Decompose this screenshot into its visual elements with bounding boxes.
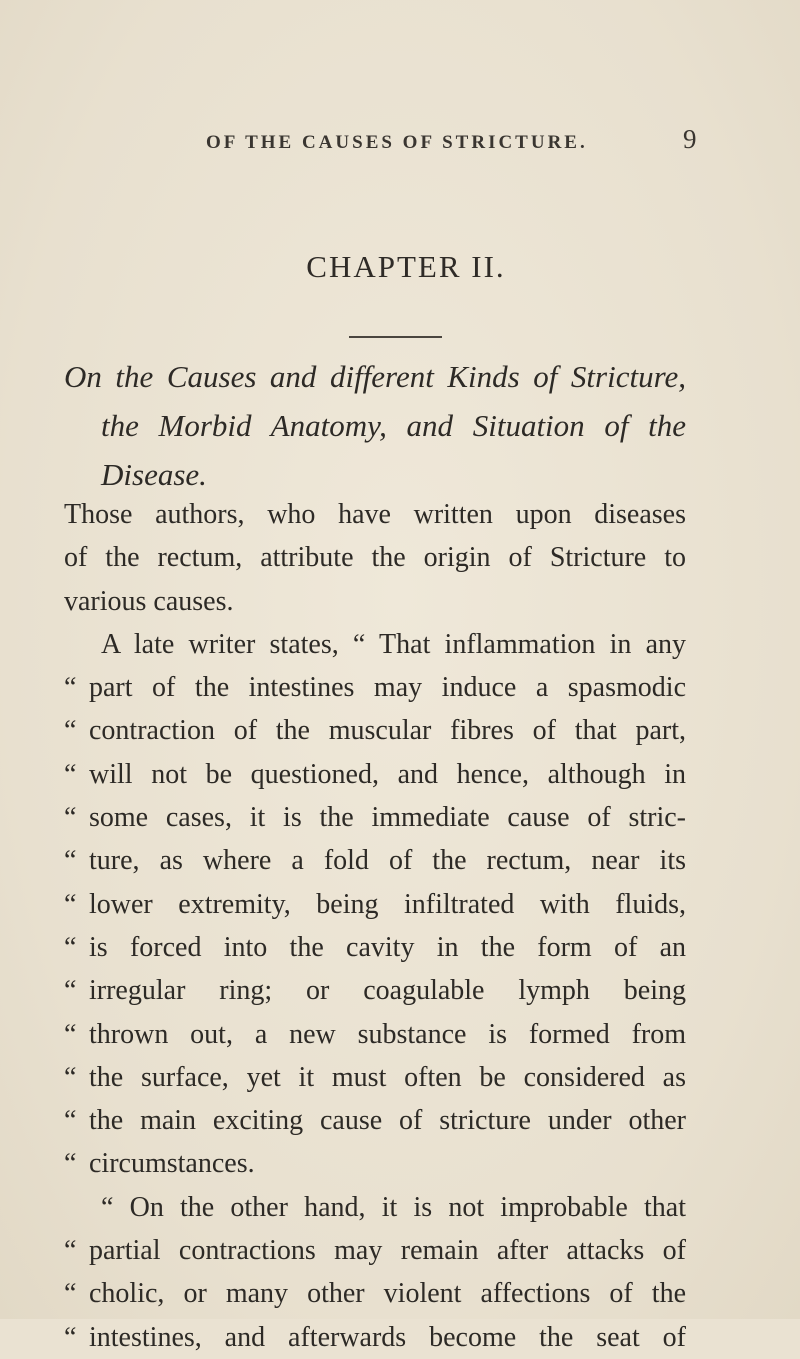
quote-mark: “ bbox=[64, 802, 77, 834]
quote-text: partial contractions may remain after attacks of bbox=[89, 1235, 686, 1267]
quote-mark: “ bbox=[64, 1018, 77, 1050]
quote-line bbox=[64, 1316, 686, 1359]
body-text bbox=[64, 493, 686, 1359]
quote-text: contraction of the muscular fibres of that part, bbox=[89, 715, 686, 747]
quote-line bbox=[64, 969, 686, 1012]
quote-mark: “ bbox=[64, 931, 77, 963]
quote-text: some cases, it is the immediate cause of stric- bbox=[89, 802, 686, 834]
text-line: Those authors, who have written upon diseases bbox=[64, 499, 686, 530]
quote-line bbox=[64, 926, 686, 969]
quote-text: will not be questioned, and hence, although in bbox=[89, 758, 686, 790]
quote-line bbox=[64, 1142, 686, 1185]
quote-line bbox=[64, 796, 686, 839]
text-line: various causes. bbox=[64, 585, 234, 617]
quote-mark: “ bbox=[64, 715, 77, 747]
quote-line bbox=[64, 883, 686, 926]
paragraph-first-line: A late writer states, “ That inflammation in any bbox=[101, 628, 686, 660]
running-head: OF THE CAUSES OF STRICTURE. bbox=[206, 132, 588, 153]
quote-mark: “ bbox=[64, 1278, 77, 1310]
quote-text: the main exciting cause of stricture under other bbox=[89, 1105, 686, 1137]
quote-mark: “ bbox=[64, 1321, 77, 1353]
title-divider bbox=[349, 336, 442, 338]
quote-mark: “ bbox=[64, 1105, 77, 1137]
quote-mark: “ bbox=[64, 975, 77, 1007]
quote-text: lower extremity, being infiltrated with fluids, bbox=[89, 888, 686, 920]
quote-mark: “ bbox=[64, 845, 77, 877]
quote-line bbox=[64, 753, 686, 796]
quote-text: intestines, and afterwards become the seat of bbox=[89, 1321, 686, 1353]
quote-text: part of the intestines may induce a spasmodic bbox=[89, 672, 686, 704]
quote-line bbox=[64, 1013, 686, 1056]
quote-text: cholic, or many other violent affections of the bbox=[89, 1278, 686, 1310]
quote-line bbox=[64, 1229, 686, 1272]
quote-text: ture, as where a fold of the rectum, near its bbox=[89, 845, 686, 877]
quote-mark: “ bbox=[64, 1061, 77, 1093]
quote-mark: “ bbox=[64, 1235, 77, 1267]
quote-line bbox=[64, 1056, 686, 1099]
subtitle-line: On the Causes and different Kinds of Stricture, bbox=[64, 359, 686, 394]
quote-text: thrown out, a new substance is formed from bbox=[89, 1018, 686, 1050]
text-line: of the rectum, attribute the origin of Stricture to bbox=[64, 542, 686, 574]
quote-line bbox=[64, 1272, 686, 1315]
quote-line bbox=[64, 1099, 686, 1142]
quote-mark: “ bbox=[64, 758, 77, 790]
chapter-title: CHAPTER II. bbox=[306, 249, 506, 284]
chapter-subtitle bbox=[64, 352, 686, 499]
quote-text: the surface, yet it must often be considered as bbox=[89, 1061, 686, 1093]
quote-text: circumstances. bbox=[89, 1148, 255, 1180]
quote-mark: “ bbox=[64, 888, 77, 920]
quote-mark: “ bbox=[64, 672, 77, 704]
subtitle-line: the Morbid Anatomy, and Situation of the bbox=[101, 408, 686, 443]
paragraph-first-line: “ On the other hand, it is not improbable that bbox=[101, 1191, 686, 1223]
quote-line bbox=[64, 709, 686, 752]
quote-mark: “ bbox=[64, 1148, 77, 1180]
quote-text: is forced into the cavity in the form of an bbox=[89, 931, 686, 963]
subtitle-line: Disease. bbox=[101, 457, 207, 492]
page-number: 9 bbox=[683, 124, 697, 154]
quote-line bbox=[64, 666, 686, 709]
quote-line bbox=[64, 839, 686, 882]
quote-text: irregular ring; or coagulable lymph being bbox=[89, 975, 686, 1007]
